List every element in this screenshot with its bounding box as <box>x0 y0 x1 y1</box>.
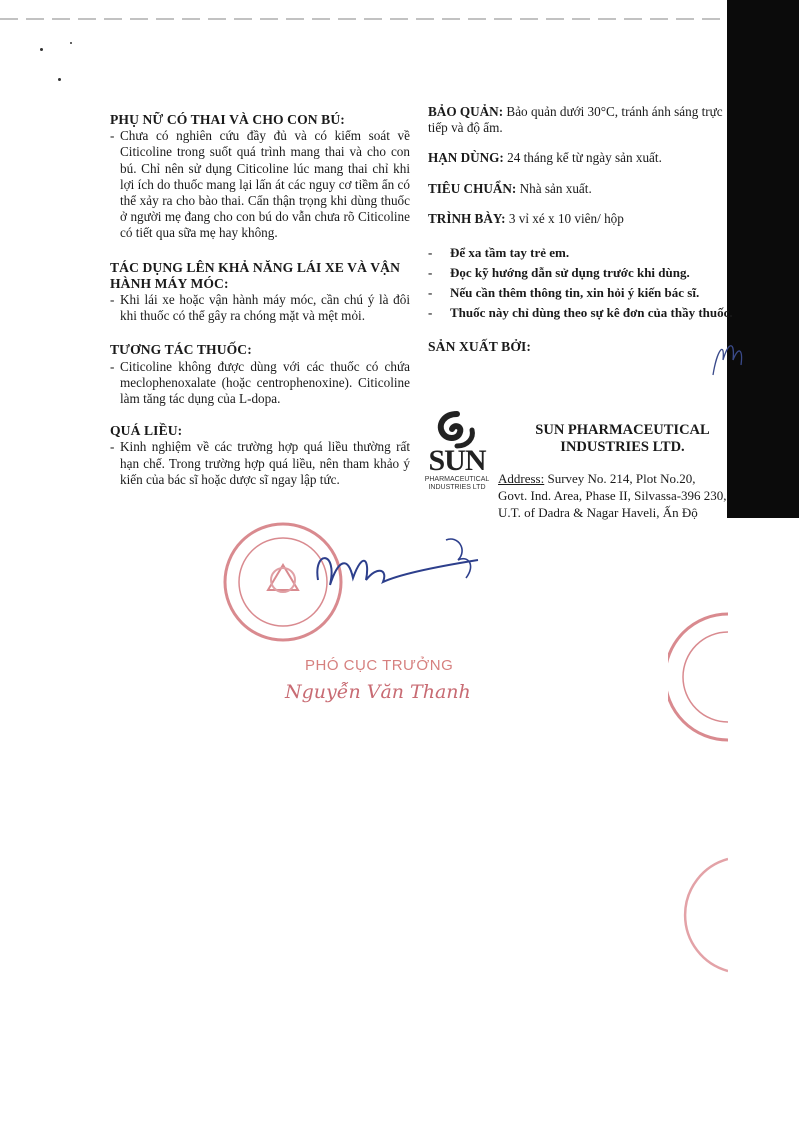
warning-item: - Thuốc này chỉ dùng theo sự kê đơn của thầy thuốc. <box>428 305 733 321</box>
overdose-item: - Kinh nghiệm về các trường hợp quá liều thường rất hạn chế. Trong trường hợp quá liều, nên tham khảo ý kiến của bác sĩ hoặc dược sĩ ngay lập tức. <box>110 439 410 487</box>
address-label: Address: <box>498 471 545 486</box>
shelf-life-line <box>428 150 733 166</box>
interactions-heading: TƯƠNG TÁC THUỐC: <box>110 342 252 358</box>
logo-sub1: PHARMACEUTICAL <box>424 476 490 483</box>
warning-item: - Đọc kỹ hướng dẫn sử dụng trước khi dùng. <box>428 265 690 281</box>
vice-director-name: Nguyễn Văn Thanh <box>285 681 471 703</box>
pregnancy-heading: PHỤ NỮ CÓ THAI VÀ CHO CON BÚ: <box>110 112 345 127</box>
overdose-section <box>110 423 410 488</box>
company-stamp-bottom <box>666 855 728 975</box>
overdose-text: Kinh nghiệm về các trường hợp quá liều thường rất hạn chế. Trong trường hợp quá liều, nên tham khảo ý kiến của bác sĩ hoặc dược sĩ ngay lập tức. <box>120 439 410 487</box>
pregnancy-item: - Chưa có nghiên cứu đầy đủ và có kiểm soát về Citicoline trong suốt quá trình mang thai và cho con bú. Chỉ nên sử dụng Citicoline lúc mang thai chỉ khi lợi ích do thuốc mang lại lấn át các nguy cơ tiềm ẩn có thể xảy ra cho bào thai. Cẩn thận trọng khi dùng thuốc ở người mẹ đang cho con bú do vẫn chưa rõ Citicoline có tiết qua sữa mẹ hay không. <box>110 128 410 241</box>
warning-item: - Để xa tầm tay trẻ em. <box>428 245 570 261</box>
interactions-item: - Citicoline không được dùng với các thuốc có chứa meclophenoxalate (hoặc centrophenoxine). Citicoline làm tăng tác dụng của L-dopa. <box>110 358 410 407</box>
presentation-label: TRÌNH BÀY: <box>428 210 506 226</box>
pregnancy-text: Chưa có nghiên cứu đầy đủ và có kiểm soát về Citicoline trong suốt quá trình mang thai và cho con bú. Chỉ nên sử dụng Citicoline lúc mang thai chỉ khi lợi ích do thuốc mang lại lấn át các nguy cơ tiềm ẩn có thể xảy ra cho bào thai. Cẩn thận trọng khi dùng thuốc ở người mẹ đang cho con bú do vẫn chưa rõ Citicoline có tiết qua sữa mẹ hay không. <box>120 128 410 241</box>
warning-text: Nếu cần thêm thông tin, xin hỏi ý kiến bác sĩ. <box>450 285 700 301</box>
standard-line <box>428 181 733 197</box>
pregnancy-section <box>110 112 410 242</box>
driving-item: - Khi lái xe hoặc vận hành máy móc, cần chú ý là đôi khi thuốc có thể gây ra chóng mặt và mệt mỏi. <box>110 292 410 324</box>
storage-label: BẢO QUẢN: <box>428 104 504 119</box>
storage-line <box>428 104 733 136</box>
address-line1: Survey No. 214, Plot No.20, <box>547 471 696 486</box>
warning-item: - Nếu cần thêm thông tin, xin hỏi ý kiến bác sĩ. <box>428 285 700 301</box>
sun-pharma-logo <box>424 410 490 496</box>
signature-margin <box>705 330 745 380</box>
presentation-text: 3 vỉ xé x 10 viên/ hộp <box>508 210 624 226</box>
overdose-heading: QUÁ LIỀU: <box>110 423 183 439</box>
interactions-section <box>110 342 410 407</box>
standard-label: TIÊU CHUẨN: <box>428 180 517 196</box>
company-stamp-top <box>668 610 728 750</box>
company-address <box>498 470 738 521</box>
company-name: SUN PHARMACEUTICAL INDUSTRIES LTD. <box>535 422 710 455</box>
shelf-life-text: 24 tháng kể từ ngày sản xuất. <box>507 150 662 166</box>
logo-word: SUN <box>428 444 486 477</box>
address-line3: U.T. of Dadra & Nagar Haveli, Ấn Độ <box>498 505 698 520</box>
warning-text: Đọc kỹ hướng dẫn sử dụng trước khi dùng. <box>450 265 690 281</box>
signature-blue <box>308 530 503 600</box>
presentation-line <box>428 211 733 227</box>
vice-director-title: PHÓ CỤC TRƯỞNG <box>305 657 454 674</box>
driving-text: Khi lái xe hoặc vận hành máy móc, cần chú ý là đôi khi thuốc có thể gây ra chóng mặt và mệt mỏi. <box>120 292 410 324</box>
interactions-text: Citicoline không được dùng với các thuốc có chứa meclophenoxalate (hoặc centrophenoxine). Citicoline làm tăng tác dụng của L-dopa. <box>120 358 410 407</box>
address-line2: Govt. Ind. Area, Phase II, Silvassa-396 230, <box>498 488 727 503</box>
driving-section <box>110 260 410 325</box>
scan-top-edge <box>0 18 727 20</box>
warning-text: Để xa tầm tay trẻ em. <box>450 245 570 261</box>
warning-text: Thuốc này chỉ dùng theo sự kê đơn của thầy thuốc. <box>450 305 733 321</box>
right-column <box>428 104 733 355</box>
standard-text: Nhà sản xuất. <box>519 180 592 196</box>
driving-heading: TÁC DỤNG LÊN KHẢ NĂNG LÁI XE VÀ VẬN HÀNH MÁY MÓC: <box>110 259 401 291</box>
left-column <box>110 112 410 498</box>
logo-sub2: INDUSTRIES LTD <box>428 484 486 491</box>
scan-black-margin <box>727 0 799 518</box>
manufacturer-heading: SẢN XUẤT BỞI: <box>428 339 532 355</box>
storage-text: Bảo quản dưới 30°C, tránh ánh sáng trực tiếp và độ ẩm. <box>428 104 723 136</box>
logo-subtext <box>424 476 490 492</box>
shelf-life-label: HẠN DÙNG: <box>428 150 504 166</box>
